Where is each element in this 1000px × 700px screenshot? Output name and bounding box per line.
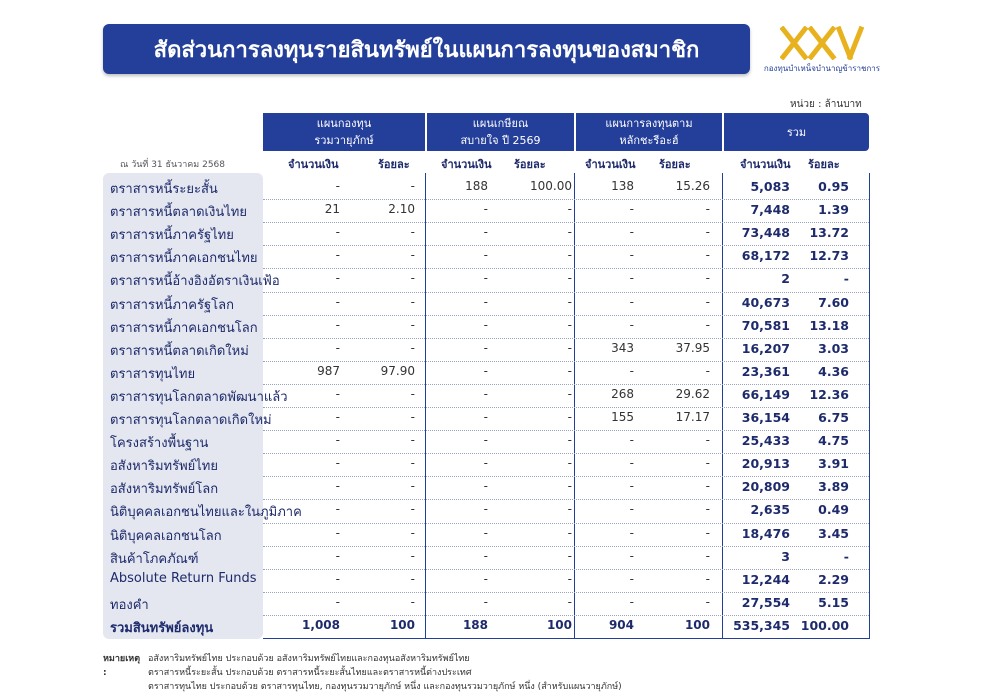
table-cell: - xyxy=(410,479,415,494)
note-line: อสังหาริมทรัพย์ไทย ประกอบด้วย อสังหาริมทรัพย์ไทยและกองทุนอสังหาริมทรัพย์ไทย xyxy=(148,654,470,664)
table-cell: - xyxy=(483,433,488,448)
table-cell: - xyxy=(410,386,415,401)
table-cell: - xyxy=(335,410,340,424)
sub-header-percent: ร้อยละ xyxy=(378,158,410,171)
table-cell: - xyxy=(629,248,634,263)
table-cell: - xyxy=(483,225,488,240)
row-label: ตราสารหนี้ภาครัฐไทย xyxy=(110,228,234,244)
table-cell: 4.36 xyxy=(818,363,849,379)
table-cell: - xyxy=(410,433,415,448)
table-cell: 17.17 xyxy=(675,410,710,424)
table-cell: - xyxy=(335,502,340,517)
table-cell: 12.73 xyxy=(809,248,849,264)
table-cell: - xyxy=(410,340,415,355)
table-cell: 23,361 xyxy=(741,363,790,379)
table-cell: - xyxy=(335,340,340,355)
table-cell: - xyxy=(629,202,634,217)
plan-header-shariah xyxy=(576,113,722,151)
table-cell: - xyxy=(705,317,710,332)
table-cell: 987 xyxy=(317,363,340,378)
table-cell: - xyxy=(567,594,572,609)
table-cell: - xyxy=(335,386,340,401)
table-cell: - xyxy=(335,294,340,309)
table-cell: 29.62 xyxy=(675,386,710,401)
row-separator xyxy=(263,499,869,500)
table-cell: - xyxy=(629,548,634,563)
table-cell: 188 xyxy=(465,179,488,193)
table-cell: 268 xyxy=(611,386,634,401)
table-cell: - xyxy=(843,548,849,564)
column-divider xyxy=(869,173,870,639)
row-label: ตราสารทุนโลกตลาดพัฒนาแล้ว xyxy=(110,389,288,405)
notes-label: หมายเหตุ : xyxy=(103,654,141,678)
table-cell: 5.15 xyxy=(818,594,849,610)
table-cell: - xyxy=(567,410,572,424)
page-title: สัดส่วนการลงทุนรายสินทรัพย์ในแผนการลงทุนของสมาชิก xyxy=(103,24,750,74)
row-label: ตราสารทุนไทย xyxy=(110,366,196,382)
table-cell: - xyxy=(567,548,572,563)
table-cell: - xyxy=(629,479,634,494)
table-cell: 6.75 xyxy=(818,410,849,425)
table-cell: - xyxy=(483,317,488,332)
table-cell: - xyxy=(410,294,415,309)
table-cell: 15.26 xyxy=(675,179,710,193)
total-cell: 100 xyxy=(546,617,572,632)
row-label: ตราสารหนี้ระยะสั้น xyxy=(110,182,218,197)
table-cell: 13.18 xyxy=(809,317,849,333)
table-cell: 1.39 xyxy=(818,202,849,218)
table-cell: 3.91 xyxy=(818,456,849,472)
table-cell: - xyxy=(705,271,710,286)
table-cell: - xyxy=(335,179,340,193)
note-line: ตราสารหนี้ระยะสั้น ประกอบด้วย ตราสารหนี้ระยะสั้นไทยและตราสารหนี้ต่างประเทศ xyxy=(148,668,472,678)
table-cell: - xyxy=(629,271,634,286)
table-cell: - xyxy=(335,433,340,448)
table-cell: - xyxy=(410,317,415,332)
table-cell: - xyxy=(567,340,572,355)
table-cell: 2.29 xyxy=(818,571,849,587)
table-cell: - xyxy=(705,248,710,263)
total-cell: 1,008 xyxy=(302,617,340,632)
table-cell: 37.95 xyxy=(675,340,710,355)
table-cell: 16,207 xyxy=(741,340,790,356)
plan-header-line1: แผนกองทุน xyxy=(316,117,372,130)
table-cell: 138 xyxy=(611,179,634,193)
row-separator xyxy=(263,569,869,570)
table-cell: - xyxy=(629,525,634,540)
table-cell: - xyxy=(567,363,572,378)
table-cell: - xyxy=(705,525,710,540)
table-cell: - xyxy=(567,202,572,217)
table-cell: - xyxy=(629,225,634,240)
row-separator xyxy=(263,615,869,616)
row-label: ตราสารหนี้ภาคเอกชนโลก xyxy=(110,320,258,336)
table-cell: - xyxy=(629,433,634,448)
logo-org-name: กองทุนบำเหน็จบำนาญข้าราชการ xyxy=(763,64,881,73)
row-label: ตราสารหนี้ภาครัฐโลก xyxy=(110,297,234,313)
table-cell: - xyxy=(483,248,488,263)
table-cell: - xyxy=(705,202,710,217)
row-label: ตราสารทุนโลกตลาดเกิดใหม่ xyxy=(110,413,272,428)
sub-header-amount: จำนวนเงิน xyxy=(740,158,791,171)
sub-header-amount: จำนวนเงิน xyxy=(288,158,339,171)
table-cell: - xyxy=(483,410,488,424)
table-cell: 21 xyxy=(324,202,340,217)
table-cell: - xyxy=(705,294,710,309)
table-cell: 3.03 xyxy=(818,340,849,356)
table-cell: - xyxy=(483,340,488,355)
table-cell: - xyxy=(335,479,340,494)
total-cell: 100 xyxy=(389,617,415,632)
table-bottom-rule xyxy=(263,638,869,639)
total-row-label: รวมสินทรัพย์ลงทุน xyxy=(110,620,214,636)
table-cell: 18,476 xyxy=(741,525,790,541)
table-cell: 0.49 xyxy=(818,502,849,518)
table-cell: - xyxy=(705,548,710,563)
row-separator xyxy=(263,361,869,362)
table-cell: - xyxy=(410,410,415,424)
table-cell: - xyxy=(629,502,634,517)
table-cell: - xyxy=(567,479,572,494)
logo-mark-icon xyxy=(780,26,864,60)
row-separator xyxy=(263,592,869,593)
table-cell: - xyxy=(567,386,572,401)
table-cell: - xyxy=(335,225,340,240)
table-cell: - xyxy=(410,179,415,193)
table-cell: - xyxy=(335,571,340,586)
table-cell: - xyxy=(567,433,572,448)
table-cell: - xyxy=(629,594,634,609)
row-separator xyxy=(263,384,869,385)
table-cell: 5,083 xyxy=(750,179,790,194)
table-cell: 20,809 xyxy=(741,479,790,495)
row-separator xyxy=(263,199,869,200)
table-cell: - xyxy=(705,479,710,494)
table-cell: - xyxy=(567,456,572,471)
table-cell: - xyxy=(629,317,634,332)
table-cell: 3.89 xyxy=(818,479,849,495)
table-cell: 2,635 xyxy=(750,502,790,518)
table-cell: - xyxy=(410,571,415,586)
table-cell: - xyxy=(705,594,710,609)
table-cell: - xyxy=(567,271,572,286)
row-separator xyxy=(263,268,869,269)
row-label: ตราสารหนี้อ้างอิงอัตราเงินเฟ้อ xyxy=(110,274,280,290)
table-cell: - xyxy=(843,271,849,287)
row-label: นิติบุคคลเอกชนโลก xyxy=(110,528,222,544)
table-cell: 36,154 xyxy=(741,410,790,425)
table-cell: 3.45 xyxy=(818,525,849,541)
table-cell: - xyxy=(629,571,634,586)
table-cell: 73,448 xyxy=(741,225,790,241)
table-cell: 155 xyxy=(611,410,634,424)
table-cell: - xyxy=(705,363,710,378)
plan-header-line1: แผนเกษียณ xyxy=(472,117,529,130)
row-label: ตราสารหนี้ตลาดเกิดใหม่ xyxy=(110,343,249,359)
row-label: นิติบุคคลเอกชนไทยและในภูมิภาค xyxy=(110,505,302,521)
sub-header-percent: ร้อยละ xyxy=(659,158,691,171)
table-cell: 4.75 xyxy=(818,433,849,449)
table-cell: - xyxy=(335,317,340,332)
row-separator xyxy=(263,407,869,408)
table-cell: - xyxy=(705,502,710,517)
table-cell: - xyxy=(483,202,488,217)
table-cell: - xyxy=(483,502,488,517)
table-cell: 12.36 xyxy=(809,386,849,402)
unit-label: หน่วย : ล้านบาท xyxy=(790,99,862,110)
row-label: อสังหาริมทรัพย์ไทย xyxy=(110,459,218,475)
row-separator xyxy=(263,338,869,339)
table-cell: - xyxy=(483,479,488,494)
table-cell: - xyxy=(335,271,340,286)
table-cell: - xyxy=(483,571,488,586)
table-cell: - xyxy=(410,525,415,540)
table-cell: - xyxy=(335,525,340,540)
row-separator xyxy=(263,292,869,293)
sub-header-amount: จำนวนเงิน xyxy=(441,158,492,171)
table-cell: - xyxy=(335,548,340,563)
table-cell: 68,172 xyxy=(741,248,790,264)
total-cell: 904 xyxy=(608,617,634,632)
sub-header-percent: ร้อยละ xyxy=(808,158,840,171)
gpf-logo xyxy=(762,22,882,78)
table-cell: - xyxy=(483,363,488,378)
table-cell: - xyxy=(410,548,415,563)
row-separator xyxy=(263,245,869,246)
row-label: Absolute Return Funds xyxy=(110,570,257,586)
row-label: สินค้าโภคภัณฑ์ xyxy=(110,551,199,567)
row-label: ตราสารหนี้ภาคเอกชนไทย xyxy=(110,251,258,267)
plan-header-wayupak xyxy=(263,113,425,151)
row-separator xyxy=(263,476,869,477)
table-cell: - xyxy=(483,456,488,471)
table-cell: - xyxy=(410,225,415,240)
plan-header-line2: รวมวายุภักษ์ xyxy=(314,134,374,147)
sub-header-percent: ร้อยละ xyxy=(514,158,546,171)
row-separator xyxy=(263,453,869,454)
table-cell: 7.60 xyxy=(818,294,849,310)
table-cell: 343 xyxy=(611,340,634,355)
row-label: ตราสารหนี้ตลาดเงินไทย xyxy=(110,205,247,221)
row-label: อสังหาริมทรัพย์โลก xyxy=(110,482,219,498)
table-cell: 100.00 xyxy=(530,179,572,193)
row-separator xyxy=(263,315,869,316)
table-cell: - xyxy=(410,456,415,471)
table-cell: - xyxy=(629,363,634,378)
table-cell: - xyxy=(567,571,572,586)
table-cell: - xyxy=(335,594,340,609)
sub-header-amount: จำนวนเงิน xyxy=(585,158,636,171)
table-cell: - xyxy=(705,571,710,586)
table-cell: - xyxy=(410,502,415,517)
table-cell: - xyxy=(410,248,415,263)
table-cell: 2.10 xyxy=(388,202,415,217)
table-cell: 97.90 xyxy=(380,363,415,378)
table-cell: - xyxy=(705,456,710,471)
table-cell: 20,913 xyxy=(741,456,790,472)
table-cell: 12,244 xyxy=(741,571,790,587)
table-cell: - xyxy=(567,502,572,517)
table-cell: - xyxy=(483,386,488,401)
plan-header-line1: รวม xyxy=(786,125,807,139)
row-label: โครงสร้างพื้นฐาน xyxy=(110,436,209,452)
table-cell: - xyxy=(335,456,340,471)
row-separator xyxy=(263,222,869,223)
table-cell: 40,673 xyxy=(741,294,790,310)
table-cell: 70,581 xyxy=(741,317,790,333)
table-cell: 25,433 xyxy=(741,433,790,449)
table-cell: - xyxy=(567,248,572,263)
row-label: ทองคำ xyxy=(110,597,149,613)
table-cell: - xyxy=(335,248,340,263)
table-cell: - xyxy=(483,294,488,309)
table-cell: - xyxy=(410,271,415,286)
table-cell: - xyxy=(567,294,572,309)
plan-header-total xyxy=(724,113,869,151)
row-separator xyxy=(263,546,869,547)
table-cell: 3 xyxy=(781,548,790,564)
table-cell: 66,149 xyxy=(741,386,790,402)
table-cell: - xyxy=(483,271,488,286)
table-cell: - xyxy=(629,456,634,471)
row-separator xyxy=(263,430,869,431)
table-cell: 0.95 xyxy=(818,179,849,194)
plan-header-line2: หลักชะรีอะฮ์ xyxy=(619,134,679,147)
total-cell: 535,345 xyxy=(733,617,790,633)
table-cell: - xyxy=(567,225,572,240)
plan-header-line2: สบายใจ ปี 2569 xyxy=(460,134,541,147)
table-cell: 13.72 xyxy=(809,225,849,241)
total-cell: 188 xyxy=(462,617,488,632)
row-separator xyxy=(263,523,869,524)
table-cell: 2 xyxy=(781,271,790,287)
table-cell: 27,554 xyxy=(741,594,790,610)
table-cell: - xyxy=(483,594,488,609)
table-cell: - xyxy=(410,594,415,609)
total-cell: 100 xyxy=(684,617,710,632)
as-of-date: ณ วันที่ 31 ธันวาคม 2568 xyxy=(120,160,225,170)
table-cell: - xyxy=(483,525,488,540)
table-cell: - xyxy=(705,225,710,240)
table-cell: - xyxy=(567,525,572,540)
table-cell: - xyxy=(629,294,634,309)
note-line: ตราสารทุนไทย ประกอบด้วย ตราสารทุนไทย, กองทุนรวมวายุภักษ์ หนึ่ง และกองทุนรวมวายุภักษ์ หนึ่ง (สำหรับแผนวายุภักษ์) xyxy=(148,682,622,692)
table-cell: 7,448 xyxy=(750,202,790,218)
plan-header-retirement-2569 xyxy=(427,113,574,151)
table-cell: - xyxy=(483,548,488,563)
plan-header-line1: แผนการลงทุนตาม xyxy=(605,117,693,130)
table-cell: - xyxy=(567,317,572,332)
total-cell: 100.00 xyxy=(800,617,849,633)
table-cell: - xyxy=(705,433,710,448)
